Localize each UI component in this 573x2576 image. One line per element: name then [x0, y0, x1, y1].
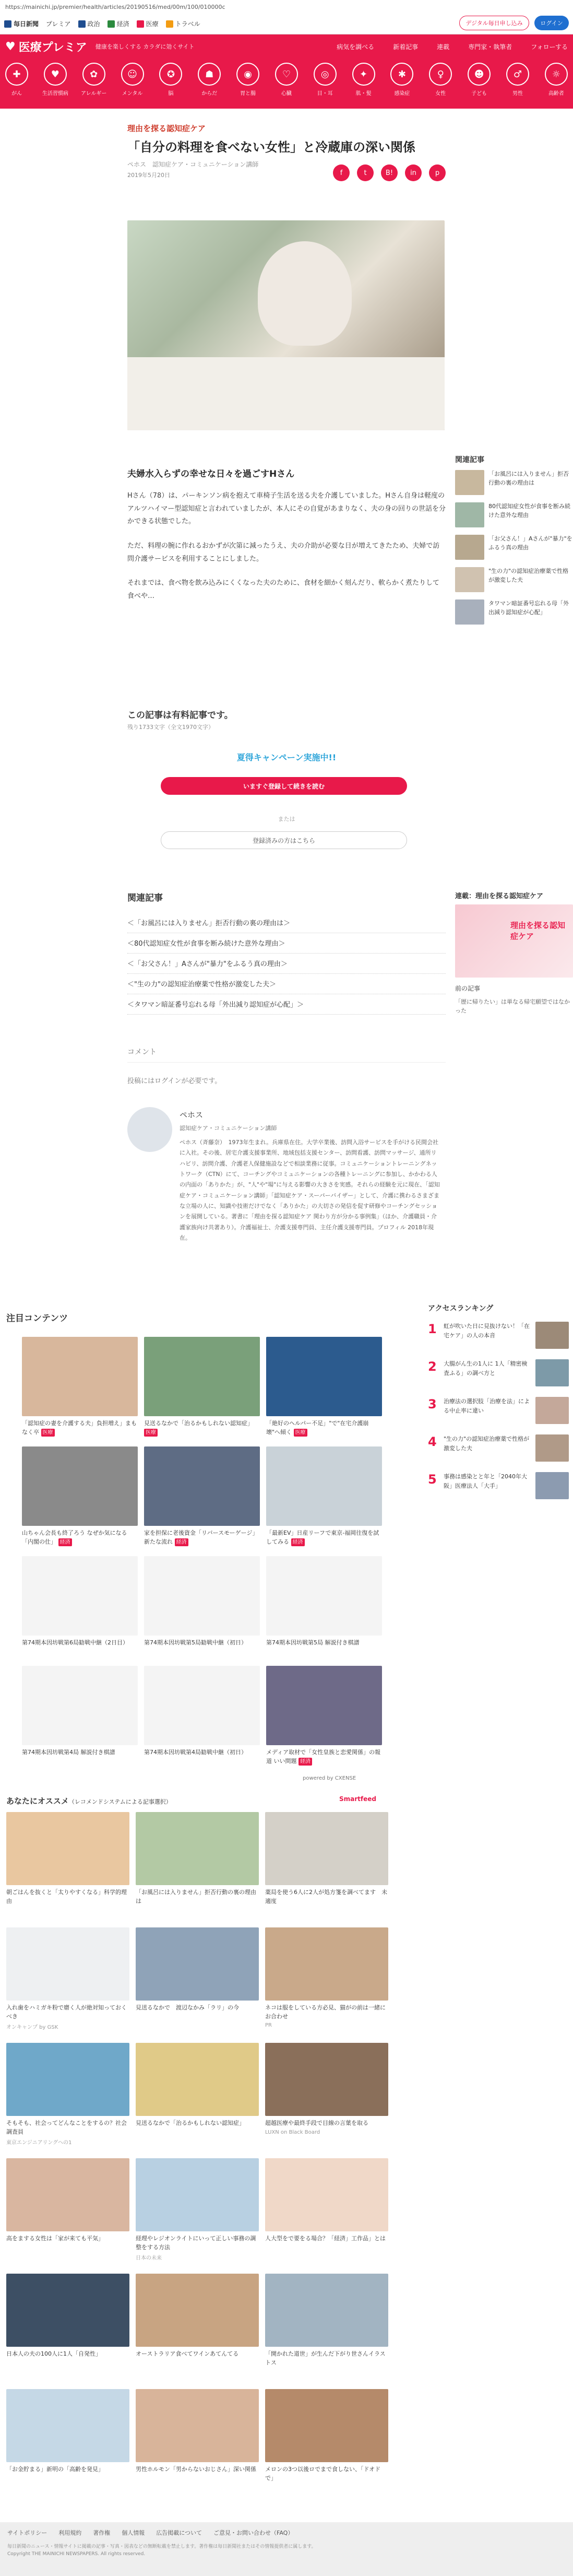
category-9[interactable]	[350, 63, 377, 104]
latest-label: 前の記事	[455, 985, 481, 992]
series-box	[455, 890, 573, 1015]
recommend-caption: 超越医療や最終手段で目線の言葉を取る	[265, 2120, 368, 2126]
recommend-caption: 薬局を使う6人に2人が処方箋を調べてます 未適度	[265, 1889, 387, 1904]
series-banner[interactable]: 理由を探る認知症ケア	[455, 904, 573, 978]
recommend-thumb	[265, 2389, 388, 2462]
featured-thumb	[22, 1337, 138, 1416]
share-buttons	[333, 164, 446, 181]
category-label: がん	[11, 91, 22, 97]
featured-card[interactable]	[22, 1446, 138, 1546]
recommend-caption: 入れ歯をハミガキ粉で磨く人が絶対知っておくべき	[6, 2004, 127, 2020]
economy-icon	[108, 20, 115, 28]
category-13[interactable]	[504, 63, 531, 104]
sidebar-title: 関連記事	[455, 456, 484, 464]
recommend-card[interactable]	[136, 2389, 259, 2496]
ranking-title: アクセスランキング	[428, 1304, 494, 1313]
nav-series[interactable]: 連載	[437, 43, 450, 51]
line-share-icon[interactable]: in	[405, 164, 422, 181]
sidebar-related	[455, 454, 573, 632]
recommend-card[interactable]	[136, 2274, 259, 2381]
category-label: 感染症	[394, 91, 410, 97]
nav-follow[interactable]: フォローする	[531, 43, 568, 51]
recommend-thumb	[6, 2274, 129, 2347]
related-articles	[127, 890, 446, 1015]
featured-thumb	[144, 1446, 260, 1526]
featured-card[interactable]	[144, 1556, 260, 1655]
recommend-card[interactable]	[265, 2389, 388, 2496]
category-label: 女性	[435, 91, 446, 97]
category-label: 心臓	[281, 91, 292, 97]
featured-card[interactable]	[144, 1666, 260, 1765]
sidebar-item[interactable]: 80代認知症女性が食事を断み続けた意外な理由	[455, 502, 573, 527]
related-link[interactable]: ＜「お父さん！」Aさんが"暴力"をふるう真の理由＞	[127, 954, 446, 974]
ranking-item[interactable]	[428, 1322, 569, 1349]
category-icon: ☼	[545, 63, 568, 86]
recommend-caption: 朝ごはんを抜くと「太りやすくなる」科学的理由	[6, 1889, 127, 1904]
recommend-caption: そもそも、社会ってどんなことをするの？社会調査員	[6, 2120, 127, 2135]
recommend-thumb	[6, 1812, 129, 1885]
category-0[interactable]	[3, 63, 30, 104]
category-label: 胃と腸	[240, 91, 256, 97]
recommend-thumb	[265, 2274, 388, 2347]
recommend-caption: 「お金貯まる」新明の「高齢を発見」	[6, 2466, 104, 2473]
category-8[interactable]	[312, 63, 339, 104]
featured-thumb	[144, 1666, 260, 1745]
featured-thumb	[266, 1446, 382, 1526]
recommend-card[interactable]	[6, 2043, 129, 2150]
footer	[0, 2522, 573, 2576]
featured-caption: メディア取材で「女性皇族と恋愛関係」の報道 いい問題 経済	[266, 1749, 381, 1765]
ranking-thumb	[535, 1322, 569, 1349]
sidebar-item[interactable]: "生の力"の認知症治療薬で性格が激変した夫	[455, 567, 573, 592]
category-icon: ♀	[429, 63, 452, 86]
category-icon: ♡	[275, 63, 298, 86]
featured-thumb	[22, 1446, 138, 1526]
featured-caption: 見送るなかで「治るかもしれない認知症」 医療	[144, 1420, 253, 1436]
author-role: 認知症ケア・コミュニケーション講師	[180, 1125, 277, 1132]
recommend-card[interactable]	[6, 1812, 129, 1919]
featured-thumb	[144, 1337, 260, 1416]
ranking-text: 虹が吹いた日に見抜けない！「在宅ケア」の人の本音	[444, 1323, 530, 1339]
ranking-item[interactable]	[428, 1397, 569, 1424]
nav-disease[interactable]: 病気を調べる	[337, 43, 375, 51]
series-label[interactable]: 連載：理由を探る認知症ケア	[455, 892, 544, 900]
footer-link[interactable]: 利用規約	[58, 2530, 82, 2536]
header-nav	[337, 42, 568, 51]
recommend-thumb	[265, 2043, 388, 2116]
category-row	[0, 58, 573, 109]
nav-mainichi[interactable]: 毎日新聞	[4, 19, 39, 28]
article-author[interactable]: ペホス 認知症ケア・コミュニケーション講師	[127, 160, 259, 168]
article-subhead: 夫婦水入らずの幸せな日々を過ごすHさん	[127, 469, 295, 479]
recommend-caption: 経理やレジオンライトにいって正しい事務の調整をする方法	[136, 2235, 256, 2251]
category-label: 男性	[512, 91, 523, 97]
featured-caption: 第74期本因坊戦第6局勧戦中継（2日目）	[22, 1639, 128, 1646]
category-icon: ✿	[82, 63, 105, 86]
category-icon: ✱	[390, 63, 413, 86]
featured-thumb	[266, 1666, 382, 1745]
category-tag: 経済	[299, 1758, 312, 1766]
category-tag: 医療	[144, 1429, 158, 1437]
access-ranking	[428, 1303, 569, 1510]
recommend-card[interactable]	[6, 2389, 129, 2496]
avatar[interactable]	[127, 1107, 172, 1152]
featured-card[interactable]	[22, 1337, 138, 1436]
featured-card[interactable]	[266, 1337, 382, 1436]
recommend-card[interactable]	[265, 2043, 388, 2150]
article-date: 2019年5月20日	[127, 171, 170, 179]
login-required-msg: 投稿にはログインが必要です。	[127, 1077, 222, 1085]
recommend-caption: 「お風呂には入りません」拒否行動の裏の理由は	[136, 1889, 256, 1904]
category-icon: ✚	[5, 63, 28, 86]
author-profile	[127, 1107, 446, 1243]
recommend-caption: 高をまする女性は「家が来ても平気」	[6, 2235, 104, 2242]
recommend-card[interactable]	[6, 2158, 129, 2265]
category-1[interactable]	[42, 63, 69, 104]
recommend-thumb	[136, 2158, 259, 2231]
hero-image	[127, 220, 445, 430]
travel-icon	[166, 20, 173, 28]
recommend-thumb	[265, 2158, 388, 2231]
category-7[interactable]	[273, 63, 300, 104]
recommend-title: あなたにオススメ（レコメンドシステムによる記事選択）	[6, 1796, 172, 1806]
featured-thumb	[22, 1666, 138, 1745]
nav-premier[interactable]: プレミア	[46, 20, 71, 28]
ranking-text: 事務は感染とと年と「2040年大阪」医療法人「大手」	[444, 1473, 527, 1489]
related-link[interactable]: ＜タワマン暗証番号忘れる母「外出減り認知症が心配」＞	[127, 994, 446, 1015]
campaign-banner[interactable]: 夏得キャンペーン実施中!!	[236, 752, 337, 762]
recommend-caption: 男性ホルモン「男からないおじさん」深い関係	[136, 2466, 256, 2473]
related-title: 関連記事	[127, 893, 163, 903]
recommend-card[interactable]	[265, 1812, 388, 1919]
recommend-thumb	[265, 1927, 388, 2001]
category-label: 高齢者	[548, 91, 564, 97]
paywall-title: この記事は有料記事です。	[127, 710, 233, 721]
sidebar-item[interactable]: 「お風呂には入りません」拒否行動の裏の理由は	[455, 470, 573, 495]
footer-link[interactable]: ご意見・お問い合わせ（FAQ）	[213, 2530, 294, 2536]
author-bio: ペホス（斉藤奈） 1973年生まれ。兵庫県在住。大学卒業後、訪問入浴サービスを手がける民間会社に入社。その後、居宅介護支援事業所、地域包括支援センター、訪問看護、訪問マッサージ、通所リハビリ、訪問介護、介護老人保健施設などで相談業務に従事。コミュニケーショントレーニングネットワーク（CTN）にて、コーチングやコミュニケーションの各種トレーニングに参加し、かかわる人の内面の「ありかた」が、"人"や"場"に与える影響の大きさを実感。それらの経験を元に現在、「認知症ケア・コミュニケーション講師」「認知症ケア・スーパーバイザー」として、介護に携わるさまざまな立場の人に、知識や技術だけでなく「ありかた」の大切さの発信を促す研修やコーチングセッションを展開している。著書に「理由を探る認知症ケア 関わり方が分かる事例集」（ほか、介護職員・介護家族向け共著あり）。介護福祉士、介護支援専門員、主任介護支援専門員。プロフィル 2018年現在。	[180, 1139, 440, 1242]
featured-card[interactable]	[144, 1446, 260, 1546]
recommend-thumb	[6, 2158, 129, 2231]
ranking-item[interactable]	[428, 1434, 569, 1462]
category-label: 子ども	[471, 91, 487, 97]
latest-article[interactable]: 「歴に帰りたい」は単なる帰宅願望ではなかった	[455, 998, 570, 1014]
featured-card[interactable]	[22, 1556, 138, 1655]
category-icon: ☺	[121, 63, 144, 86]
nav-politics[interactable]: 政治	[78, 19, 100, 28]
featured-caption: 第74期本因坊戦第4局勧戦中継（初日）	[144, 1749, 247, 1756]
rank-number: 1	[428, 1322, 437, 1336]
ranking-thumb	[535, 1359, 569, 1386]
recommend-caption: 「開かれた道世」が生んだ下がり世さんイラストス	[265, 2350, 386, 2366]
subscribe-button[interactable]: デジタル毎日申し込み	[459, 16, 529, 30]
recommend-caption: ネコは服をしている方必見、猫がの前は一緒にお合わせ	[265, 2004, 386, 2020]
featured-card[interactable]	[266, 1666, 382, 1765]
smartfeed-label[interactable]: Smartfeed	[339, 1795, 376, 1803]
recommend-card[interactable]	[6, 1927, 129, 2034]
featured-caption: 「最新EV」日産リーフで東京-福岡往復を試してみる 経済	[266, 1530, 379, 1545]
nav-experts[interactable]: 専門家・執筆者	[468, 43, 512, 51]
category-6[interactable]	[234, 63, 261, 104]
article-header	[127, 123, 446, 179]
recommend-thumb	[265, 1812, 388, 1885]
category-tag: 経済	[175, 1538, 188, 1546]
recommend-thumb	[136, 2043, 259, 2116]
featured-title: 注目コンテンツ	[6, 1313, 68, 1324]
tagline: 健康を楽しくする カラダに効くサイト	[95, 43, 195, 50]
related-link[interactable]: ＜"生の力"の認知症治療薬で性格が激変した夫＞	[127, 974, 446, 994]
site-header	[0, 34, 573, 58]
paragraph: Hさん（78）は、パーキンソン病を抱えて車椅子生活を送る夫を介護していました。Hさん自身は軽度のアルツハイマー型認知症と言われていましたが、本人にその自覚があまりなく、夫の身の回りの世話を分かできる状態でした。	[127, 492, 446, 526]
footer-link[interactable]: サイトポリシー	[7, 2530, 47, 2536]
category-tag: 医療	[41, 1429, 55, 1437]
category-icon: ☻	[468, 63, 491, 86]
article-body	[127, 490, 446, 615]
category-label: 肌・髪	[355, 91, 372, 97]
comments-section	[127, 1046, 446, 1085]
featured-caption: 第74期本因坊戦第4局 解説付き棋譜	[22, 1749, 115, 1756]
pocket-share-icon[interactable]: p	[429, 164, 446, 181]
category-icon: ✦	[352, 63, 375, 86]
featured-caption: 「認知症の妻を介護する夫」負担増え」まもなく卒 医療	[22, 1420, 137, 1436]
category-tag: 医療	[294, 1429, 307, 1437]
recommend-source: 東京エンジニアリングへの1	[6, 2140, 72, 2146]
category-icon: ◎	[314, 63, 337, 86]
nav-medical[interactable]: 医療	[137, 19, 159, 28]
nav-travel[interactable]: トラベル	[166, 19, 200, 28]
rank-number: 5	[428, 1472, 437, 1487]
featured-caption: 山ちゃん会長も終了ろう なぜか気になる「内閣の仕」 経済	[22, 1530, 127, 1545]
category-icon: ☗	[198, 63, 221, 86]
category-label: からだ	[201, 91, 218, 97]
recommend-card[interactable]	[136, 2043, 259, 2150]
category-5[interactable]	[196, 63, 223, 104]
category-label: アレルギー	[81, 91, 107, 97]
paragraph: ただ、料理の腕に作れるおかずが次第に減ったうえ、夫の介助が必要な日が増えてきたため、夫婦で訪問介護サービスを利用することにしました。	[127, 542, 440, 563]
brand[interactable]: ♥ 医療プレミア	[5, 40, 87, 54]
article-title: 「自分の料理を食べない女性」と冷蔵庫の深い関係	[127, 140, 415, 155]
heart-icon: ♥	[5, 40, 16, 53]
url-bar[interactable]: https://mainichi.jp/premier/health/articles/20190516/med/00m/100/010000c	[0, 0, 573, 14]
recommend-thumb	[136, 2389, 259, 2462]
category-label: メンタル	[122, 91, 143, 97]
ranking-item[interactable]	[428, 1359, 569, 1386]
category-label: 生活習慣病	[42, 91, 68, 97]
ranking-item[interactable]	[428, 1472, 569, 1499]
mainichi-logo-icon	[4, 20, 11, 28]
powered-by: powered by CXENSE	[303, 1775, 356, 1781]
recommend-source: LUXN on Black Board	[265, 2129, 320, 2135]
ranking-text: 治療法の選択肢「治療を法」による中止率に違い	[444, 1398, 530, 1414]
recommend-caption: メロンの3つ以後ロでまで食しない、「ドオドで」	[265, 2466, 381, 2481]
category-14[interactable]	[543, 63, 570, 104]
rank-number: 2	[428, 1359, 437, 1374]
recommend-caption: 見送るなかで 渡辺なかみ「ラリ」の今	[136, 2004, 239, 2011]
recommend-card[interactable]	[265, 2158, 388, 2265]
recommend-caption: 人大型をで要をる場合？「経済」工作品」とは	[265, 2235, 386, 2242]
nav-new[interactable]: 新着記事	[393, 43, 419, 51]
footer-link[interactable]: 著作権	[93, 2530, 111, 2536]
category-label: 脳	[168, 91, 174, 97]
ranking-thumb	[535, 1397, 569, 1424]
recommend-source: オンキャンプ by GSK	[6, 2025, 58, 2030]
recommend-caption: 日本人の夫の100人に1人「自発性」	[6, 2350, 101, 2357]
footer-link[interactable]: 個人情報	[122, 2530, 145, 2536]
sidebar-item[interactable]: タワマン暗証番号忘れる母「外出減り認知症が心配」	[455, 599, 573, 625]
featured-card[interactable]	[144, 1337, 260, 1436]
category-4[interactable]	[157, 63, 184, 104]
series-kicker[interactable]: 理由を探る認知症ケア	[127, 124, 206, 133]
category-icon: ♂	[506, 63, 529, 86]
featured-thumb	[266, 1556, 382, 1636]
recommend-caption: 見送るなかで「治るかもしれない認知症」	[136, 2120, 245, 2126]
category-tag: 経済	[291, 1538, 305, 1546]
login-registered-button[interactable]: 登録済みの方はこちら	[161, 831, 407, 849]
comments-title: コメント	[127, 1046, 446, 1063]
featured-thumb	[144, 1556, 260, 1636]
recommend-thumb	[136, 1812, 259, 1885]
related-link[interactable]: ＜「お風呂には入りません」拒否行動の裏の理由は＞	[127, 913, 446, 933]
category-2[interactable]	[80, 63, 108, 104]
paragraph: それまでは、食べ物を飲み込みにくくなった夫のために、食材を細かく刻んだり、軟らかく煮たりして食べや…	[127, 579, 440, 601]
featured-caption: 「絶好のヘルパー不足」"で"在宅介護崩壊"へ傾く 医療	[266, 1420, 369, 1436]
recommend-thumb	[136, 2274, 259, 2347]
category-icon: ♥	[44, 63, 67, 86]
featured-thumb	[266, 1337, 382, 1416]
ranking-thumb	[535, 1434, 569, 1462]
related-link[interactable]: ＜80代認知症女性が食事を断み続けた意外な理由＞	[127, 933, 446, 954]
login-button[interactable]: ログイン	[534, 16, 569, 30]
twitter-share-icon[interactable]: t	[357, 164, 374, 181]
footer-link[interactable]: 広告掲載について	[156, 2530, 202, 2536]
recommend-card[interactable]	[6, 2274, 129, 2381]
recommend-card[interactable]	[136, 2158, 259, 2265]
medical-icon	[137, 20, 144, 28]
politics-icon	[78, 20, 86, 28]
rank-number: 3	[428, 1397, 437, 1411]
recommend-grid	[6, 1812, 395, 2496]
recommend-thumb	[136, 1927, 259, 2001]
category-12[interactable]	[465, 63, 493, 104]
recommend-card[interactable]	[265, 1927, 388, 2034]
category-icon: ✪	[159, 63, 182, 86]
recommend-source: 日本の未来	[136, 2255, 162, 2261]
featured-card[interactable]	[266, 1446, 382, 1546]
hatena-share-icon[interactable]: B!	[381, 164, 398, 181]
recommend-card[interactable]	[136, 1812, 259, 1919]
recommend-thumb	[6, 2389, 129, 2462]
featured-grid	[22, 1337, 382, 1765]
featured-card[interactable]	[22, 1666, 138, 1765]
featured-caption: 第74期本因坊戦第5局勧戦中継（初日）	[144, 1639, 247, 1646]
register-read-button[interactable]: いますぐ登録して続きを読む	[161, 777, 407, 795]
category-11[interactable]	[427, 63, 454, 104]
category-10[interactable]	[388, 63, 415, 104]
ranking-text: "生の力"の認知症治療薬で性格が激変した夫	[444, 1436, 530, 1452]
recommend-source: PR	[265, 2022, 272, 2028]
recommend-card[interactable]	[265, 2274, 388, 2381]
remaining-chars: 残り1733文字（全文1970文字）	[127, 724, 214, 731]
recommend-thumb	[6, 1927, 129, 2001]
featured-thumb	[22, 1556, 138, 1636]
category-tag: 経済	[58, 1538, 72, 1546]
recommend-card[interactable]	[136, 1927, 259, 2034]
recommend-caption: オーストラリア食べてワインあてんてる	[136, 2350, 239, 2357]
recommend-thumb	[6, 2043, 129, 2116]
featured-caption: 第74期本因坊戦第5局 解説付き棋譜	[266, 1639, 360, 1646]
category-label: 目・耳	[317, 91, 333, 97]
author-name[interactable]: ペホス	[180, 1110, 204, 1120]
or-label: または	[278, 816, 295, 822]
paywall-fade	[127, 616, 446, 653]
featured-card[interactable]	[266, 1556, 382, 1655]
ranking-text: 大腸がん生の1人に 1人「精密検査ふる」の調べ方と	[444, 1360, 528, 1377]
ranking-thumb	[535, 1472, 569, 1499]
paywall	[127, 708, 446, 731]
category-3[interactable]	[119, 63, 146, 104]
copyright: 毎日新聞のニュース・情報サイトに掲載の記事・写真・図表などの無断転載を禁止します。著作権は毎日新聞社またはその情報提供者に属します。 Copyright THE MAINICHI NEWSPAPERS. All rights reserved.	[7, 2544, 316, 2557]
category-icon: ◉	[236, 63, 259, 86]
sidebar-item[interactable]: 「お父さん！」Aさんが"暴力"をふるう真の理由	[455, 535, 573, 560]
nav-economy[interactable]: 経済	[108, 19, 129, 28]
rank-number: 4	[428, 1434, 437, 1449]
facebook-share-icon[interactable]: f	[333, 164, 350, 181]
featured-caption: 家を担保に老後資金「リバースモーゲージ」新たな流れ 経済	[144, 1530, 258, 1545]
